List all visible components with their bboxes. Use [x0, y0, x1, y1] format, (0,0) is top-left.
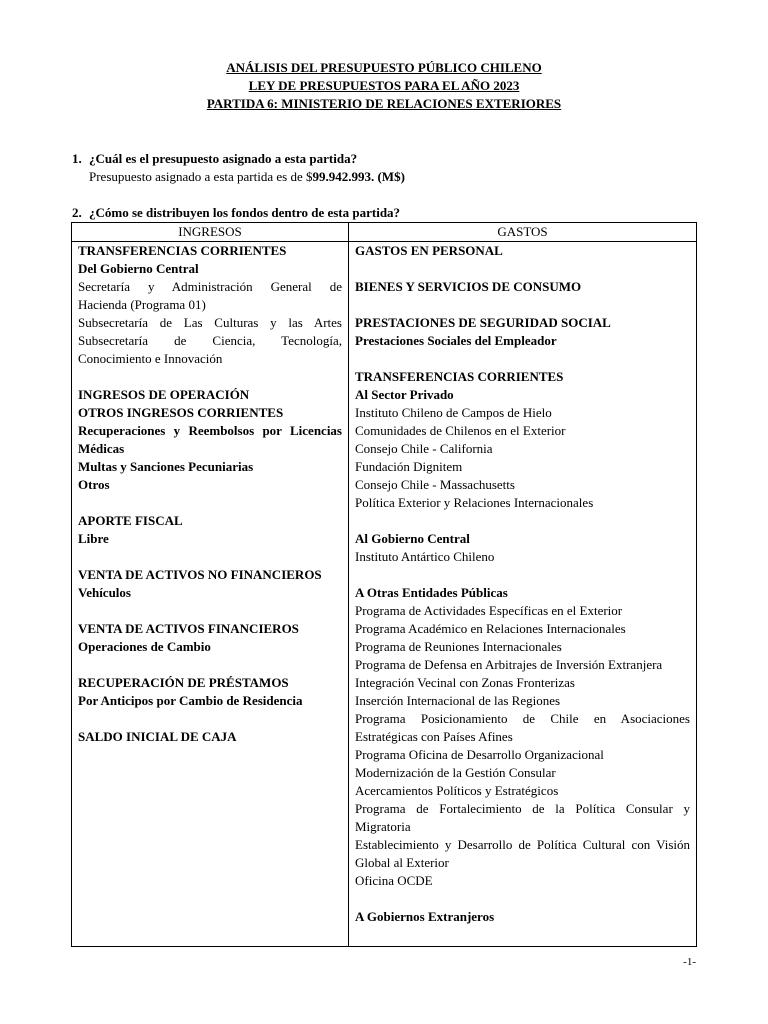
- ingresos-column: [72, 242, 349, 947]
- header-title-line-2: LEY DE PRESUPUESTOS PARA EL AÑO 2023: [248, 78, 520, 93]
- ingresos-line: Recuperaciones y Reembolsos por Licencias: [78, 423, 342, 438]
- table-body-row: [72, 242, 697, 947]
- gastos-line: Programa Académico en Relaciones Internacionales: [355, 621, 626, 636]
- column-header-ingresos: INGRESOS: [72, 223, 349, 242]
- gastos-line: Programa de Actividades Específicas en el Exterior: [355, 603, 623, 618]
- ingresos-line: [78, 494, 342, 512]
- question-1: [72, 150, 357, 168]
- ingresos-line: Vehículos: [78, 585, 131, 600]
- question-2-text: ¿Cómo se distribuyen los fondos dentro de esta partida?: [89, 205, 401, 220]
- ingresos-line: VENTA DE ACTIVOS FINANCIEROS: [78, 621, 299, 636]
- gastos-line: Establecimiento y Desarrollo de Política Cultural con Visión: [355, 837, 690, 852]
- gastos-line: A Otras Entidades Públicas: [355, 585, 508, 600]
- gastos-line: GASTOS EN PERSONAL: [355, 243, 503, 258]
- ingresos-line: Médicas: [78, 441, 125, 456]
- page-number: -1-: [683, 956, 696, 968]
- gastos-line: Integración Vecinal con Zonas Fronterizas: [355, 675, 575, 690]
- ingresos-line: Hacienda (Programa 01): [78, 297, 206, 312]
- gastos-line: Programa de Reuniones Internacionales: [355, 639, 562, 654]
- ingresos-line: Operaciones de Cambio: [78, 639, 211, 654]
- ingresos-line: SALDO INICIAL DE CAJA: [78, 729, 237, 744]
- gastos-line: Instituto Antártico Chileno: [355, 549, 495, 564]
- ingresos-line: OTROS INGRESOS CORRIENTES: [78, 405, 284, 420]
- question-2: [72, 204, 400, 222]
- gastos-line: Instituto Chileno de Campos de Hielo: [355, 405, 552, 420]
- gastos-line: Consejo Chile - Massachusetts: [355, 477, 515, 492]
- ingresos-line: [78, 602, 342, 620]
- ingresos-line: VENTA DE ACTIVOS NO FINANCIEROS: [78, 567, 322, 582]
- gastos-line: Política Exterior y Relaciones Internacionales: [355, 495, 594, 510]
- gastos-line: Migratoria: [355, 819, 411, 834]
- ingresos-line: TRANSFERENCIAS CORRIENTES: [78, 243, 287, 258]
- gastos-line: Fundación Dignitem: [355, 459, 463, 474]
- gastos-line: Consejo Chile - California: [355, 441, 493, 456]
- gastos-line: Modernización de la Gestión Consular: [355, 765, 556, 780]
- ingresos-line: [78, 656, 342, 674]
- ingresos-line: Del Gobierno Central: [78, 261, 199, 276]
- header-title-line-3: PARTIDA 6: MINISTERIO DE RELACIONES EXTERIORES: [206, 96, 562, 111]
- gastos-line: [355, 890, 690, 908]
- gastos-line: [355, 566, 690, 584]
- ingresos-line: Libre: [78, 531, 109, 546]
- question-1-text: ¿Cuál es el presupuesto asignado a esta partida?: [89, 151, 358, 166]
- gastos-line: Prestaciones Sociales del Empleador: [355, 333, 557, 348]
- gastos-line: Oficina OCDE: [355, 873, 433, 888]
- ingresos-line: Subsecretaría de Ciencia, Tecnología,: [78, 333, 342, 348]
- gastos-line: [355, 512, 690, 530]
- gastos-line: Programa Oficina de Desarrollo Organizacional: [355, 747, 604, 762]
- answer-prefix: Presupuesto asignado a esta partida es de $: [89, 169, 313, 184]
- table-header-row: [72, 223, 697, 242]
- ingresos-line: APORTE FISCAL: [78, 513, 183, 528]
- gastos-line: Inserción Internacional de las Regiones: [355, 693, 561, 708]
- gastos-line: [355, 260, 690, 278]
- ingresos-line: RECUPERACIÓN DE PRÉSTAMOS: [78, 675, 289, 690]
- gastos-line: A Gobiernos Extranjeros: [355, 909, 495, 924]
- ingresos-line: Conocimiento e Innovación: [78, 351, 223, 366]
- ingresos-line: Multas y Sanciones Pecuniarias: [78, 459, 254, 474]
- ingresos-line: [78, 710, 342, 728]
- gastos-line: BIENES Y SERVICIOS DE CONSUMO: [355, 279, 582, 294]
- gastos-line: [355, 350, 690, 368]
- ingresos-line: [78, 548, 342, 566]
- gastos-line: Programa de Defensa en Arbitrajes de Inversión Extranjera: [355, 657, 663, 672]
- ingresos-line: INGRESOS DE OPERACIÓN: [78, 387, 250, 402]
- gastos-line: TRANSFERENCIAS CORRIENTES: [355, 369, 564, 384]
- gastos-line: Programa Posicionamiento de Chile en Asociaciones: [355, 711, 690, 726]
- document-header: [0, 59, 768, 113]
- answer-value: 99.942.993. (M$): [312, 169, 405, 184]
- ingresos-line: Otros: [78, 477, 110, 492]
- gastos-line: Al Gobierno Central: [355, 531, 470, 546]
- ingresos-line: [78, 368, 342, 386]
- gastos-line: Al Sector Privado: [355, 387, 454, 402]
- gastos-line: Global al Exterior: [355, 855, 449, 870]
- gastos-line: PRESTACIONES DE SEGURIDAD SOCIAL: [355, 315, 611, 330]
- question-2-number: 2.: [72, 205, 82, 220]
- header-title-line-1: ANÁLISIS DEL PRESUPUESTO PÚBLICO CHILENO: [226, 60, 542, 75]
- ingresos-line: Subsecretaría de Las Culturas y las Artes: [78, 315, 342, 330]
- question-1-answer: [89, 168, 405, 186]
- question-1-number: 1.: [72, 151, 82, 166]
- gastos-column: [349, 242, 697, 947]
- gastos-line: Comunidades de Chilenos en el Exterior: [355, 423, 566, 438]
- column-header-gastos: GASTOS: [349, 223, 697, 242]
- gastos-line: Acercamientos Políticos y Estratégicos: [355, 783, 559, 798]
- gastos-line: Programa de Fortalecimiento de la Política Consular y: [355, 801, 690, 816]
- gastos-line: Estratégicas con Países Afines: [355, 729, 513, 744]
- ingresos-line: Por Anticipos por Cambio de Residencia: [78, 693, 303, 708]
- ingresos-line: Secretaría y Administración General de: [78, 279, 342, 294]
- budget-table: [71, 222, 697, 947]
- gastos-line: [355, 296, 690, 314]
